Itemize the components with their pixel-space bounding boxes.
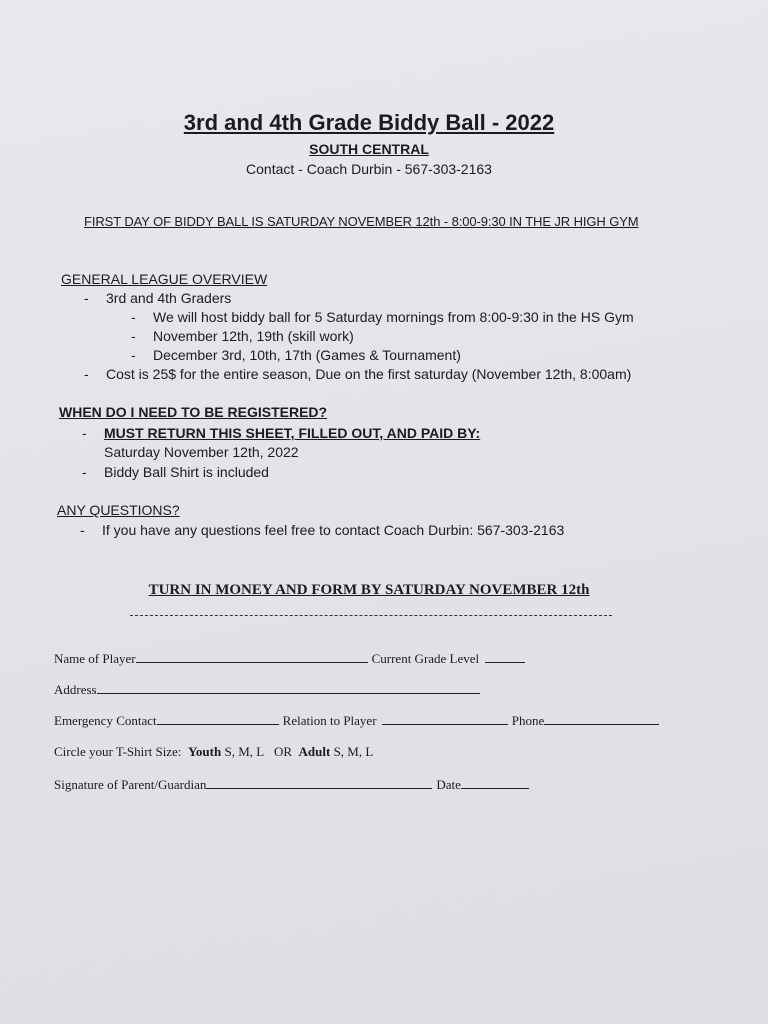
address-field[interactable] (97, 681, 480, 694)
overview-subitem-text: We will host biddy ball for 5 Saturday mornings from 8:00-9:30 in the HS Gym (153, 309, 634, 325)
dash: - (80, 522, 85, 538)
dash: - (84, 290, 89, 306)
phone-field[interactable] (544, 712, 659, 725)
shirt-size-label: Circle your T-Shirt Size: (54, 744, 182, 759)
grade-level-field[interactable] (485, 650, 525, 663)
signature-label: Signature of Parent/Guardian (54, 777, 207, 792)
grade-level-label: Current Grade Level (371, 651, 480, 666)
overview-item-text: 3rd and 4th Graders (106, 290, 232, 306)
overview-subitem-text: November 12th, 19th (skill work) (153, 328, 354, 344)
overview-subitem-november (131, 328, 354, 344)
relation-label: Relation to Player (282, 713, 377, 728)
form-row-emergency (54, 712, 663, 729)
dash: - (84, 366, 89, 382)
address-label: Address (54, 682, 97, 697)
name-of-player-field[interactable] (136, 650, 368, 663)
form-row-shirt-size (54, 744, 373, 760)
overview-item-cost (84, 366, 631, 382)
questions-item-text: If you have any questions feel free to contact Coach Durbin: 567-303-2163 (102, 522, 565, 538)
registration-deadline: Saturday November 12th, 2022 (104, 444, 299, 460)
relation-field[interactable] (382, 712, 508, 725)
dash: - (131, 328, 136, 344)
youth-sizes-option[interactable]: S, M, L (224, 744, 265, 759)
dash: - (82, 464, 87, 480)
emergency-contact-label: Emergency Contact (54, 713, 157, 728)
registration-item-return (82, 425, 480, 441)
registration-item-text: Biddy Ball Shirt is included (104, 464, 269, 480)
overview-subitem-december (131, 347, 461, 363)
school-name: SOUTH CENTRAL (309, 141, 429, 157)
phone-label: Phone (511, 713, 545, 728)
first-day-notice: FIRST DAY OF BIDDY BALL IS SATURDAY NOVEMBER 12th - 8:00-9:30 IN THE JR HIGH GYM (84, 214, 639, 229)
cut-line-divider (130, 615, 612, 616)
form-row-address (54, 681, 484, 698)
registration-heading: WHEN DO I NEED TO BE REGISTERED? (59, 404, 328, 420)
overview-subitem-text: December 3rd, 10th, 17th (Games & Tournament) (153, 347, 461, 363)
youth-label: Youth (187, 744, 222, 759)
contact-line: Contact - Coach Durbin - 567-303-2163 (246, 161, 492, 177)
form-row-player (54, 650, 529, 667)
adult-label: Adult (298, 744, 331, 759)
overview-item-graders (84, 290, 231, 306)
questions-item-contact (80, 522, 564, 538)
dash: - (131, 309, 136, 325)
name-of-player-label: Name of Player (54, 651, 136, 666)
date-field[interactable] (461, 776, 529, 789)
form-row-signature (54, 776, 533, 793)
dash: - (131, 347, 136, 363)
emergency-contact-field[interactable] (157, 712, 279, 725)
dash: - (82, 425, 87, 441)
or-label: OR (273, 744, 293, 759)
registration-item-shirt (82, 464, 269, 480)
signature-field[interactable] (206, 776, 432, 789)
date-label: Date (436, 777, 461, 792)
document-title: 3rd and 4th Grade Biddy Ball - 2022 (183, 110, 555, 135)
overview-subitem-schedule (131, 309, 634, 325)
overview-heading: GENERAL LEAGUE OVERVIEW (61, 271, 268, 287)
adult-sizes-option[interactable]: S, M, L (333, 744, 374, 759)
questions-heading: ANY QUESTIONS? (57, 502, 180, 518)
overview-item-text: Cost is 25$ for the entire season, Due on the first saturday (November 12th, 8:00am) (106, 366, 632, 382)
registration-item-text: MUST RETURN THIS SHEET, FILLED OUT, AND PAID BY: (104, 425, 481, 441)
form-heading: TURN IN MONEY AND FORM BY SATURDAY NOVEMBER 12th (148, 582, 590, 598)
